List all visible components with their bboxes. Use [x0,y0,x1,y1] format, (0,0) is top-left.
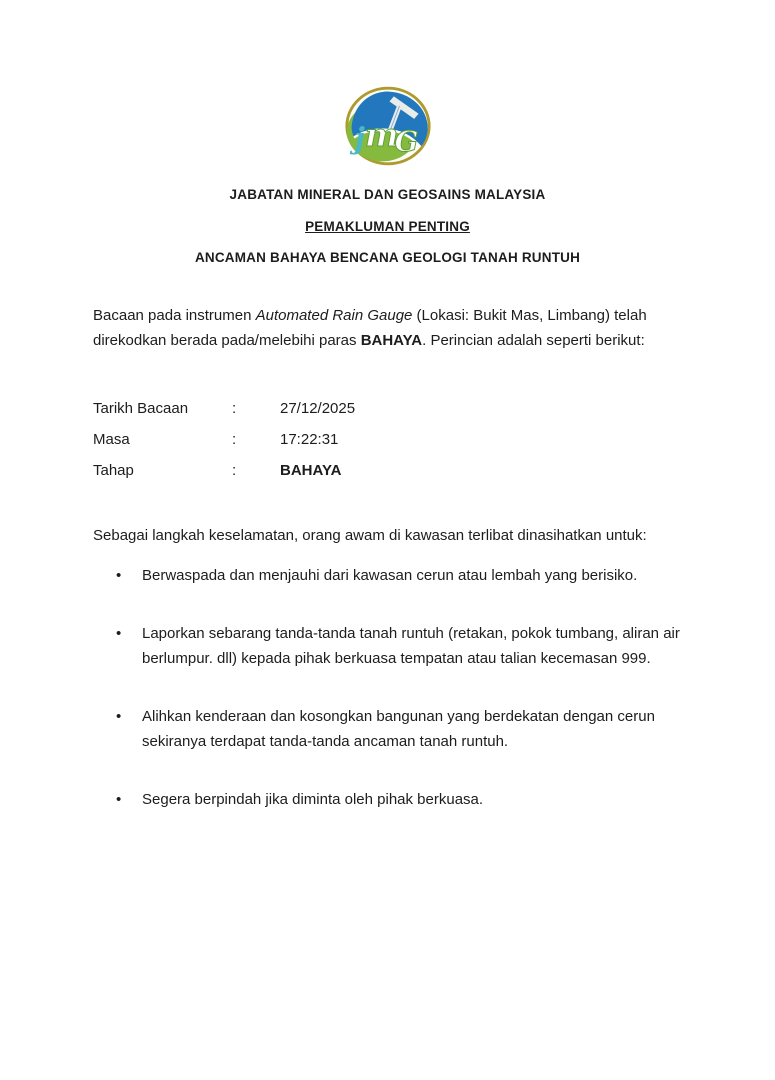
detail-value-time: 17:22:31 [280,431,339,448]
detail-value-date: 27/12/2025 [280,400,356,417]
jmg-logo-graphic [344,86,432,166]
detail-label: Tarikh Bacaan [93,400,189,417]
instrument-name: Automated Rain Gauge [255,307,413,324]
detail-separator: : [232,400,237,417]
advisory-bullet-list [93,563,682,812]
bullet-text: Laporkan sebarang tanda-tanda tanah runtuh (retakan, pokok tumbang, aliran air berlumpur. dll) kepada pihak berkuasa tempatan atau talian kecemasan 999. [142,625,680,667]
bullet-text: Berwaspada dan menjauhi dari kawasan cerun atau lembah yang berisiko. [142,567,638,584]
list-item [93,704,682,754]
svg-text:G: G [394,124,418,158]
svg-text:m: m [364,117,398,155]
list-item [93,787,682,812]
detail-row-tarikh [93,393,682,424]
intro-paragraph [93,303,682,353]
svg-text:j: j [354,121,365,155]
reading-details [93,393,682,486]
detail-separator: : [232,462,237,479]
list-item [93,621,682,671]
intro-pre: Bacaan pada instrumen [93,307,256,324]
detail-row-masa [93,424,682,455]
bullet-marker: • [116,625,122,642]
detail-label: Masa [93,431,130,448]
bullet-text: Alihkan kenderaan dan kosongkan bangunan yang berdekatan dengan cerun sekiranya terdapat tanda-tanda ancaman tanah runtuh. [142,708,655,750]
subject-heading: ANCAMAN BAHAYA BENCANA GEOLOGI TANAH RUNTUH [194,250,581,265]
bullet-text: Segera berpindah jika diminta oleh pihak berkuasa. [142,791,484,808]
detail-row-tahap [93,455,682,486]
intro-post: . Perincian adalah seperti berikut: [422,332,645,349]
detail-label: Tahap [93,462,134,479]
bullet-marker: • [116,708,122,725]
advisory-lead: Sebagai langkah keselamatan, orang awam di kawasan terlibat dinasihatkan untuk: [93,527,647,544]
jmg-logo [0,0,775,166]
detail-value-level: BAHAYA [280,462,342,479]
bullet-marker: • [116,791,122,808]
detail-separator: : [232,431,237,448]
alert-level-word: BAHAYA [360,332,423,349]
intro-mid: (Lokasi: Bukit Mas, Limbang) telah direkodkan berada pada/melebihi paras [93,307,647,349]
org-name-heading: JABATAN MINERAL DAN GEOSAINS MALAYSIA [229,187,546,202]
notice-title-heading: PEMAKLUMAN PENTING [305,219,470,234]
bullet-marker: • [116,567,122,584]
list-item [93,563,682,588]
